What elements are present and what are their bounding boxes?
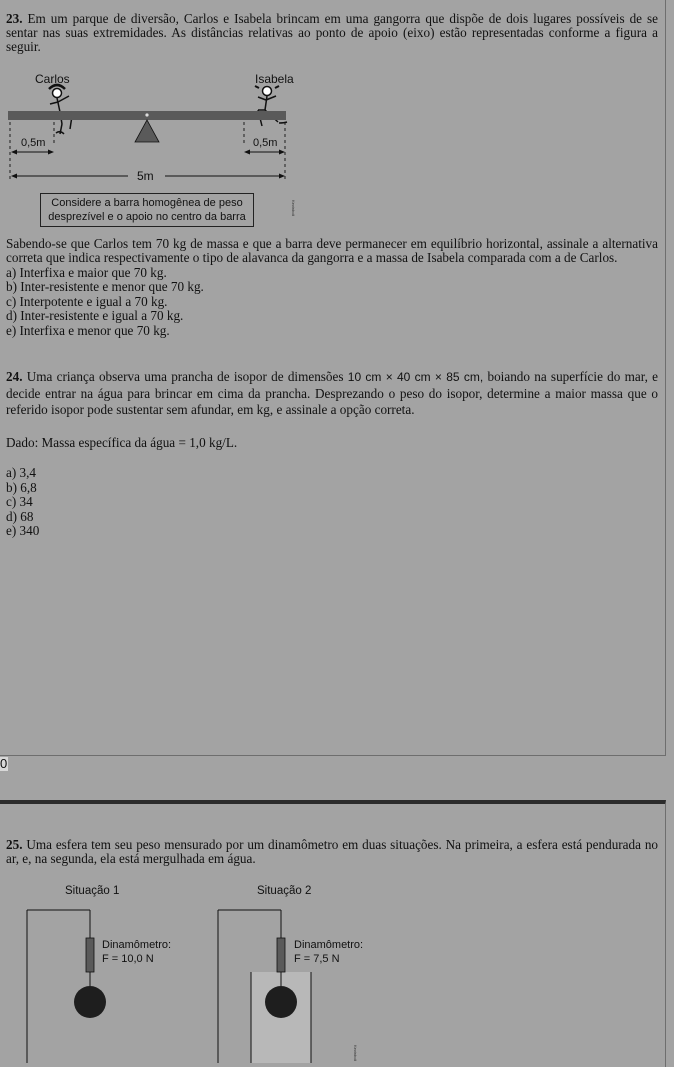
situacao1-label: Dinamômetro: bbox=[102, 939, 172, 951]
q23-option-b: b) Inter-resistente e menor que 70 kg. bbox=[6, 279, 204, 294]
q24-option-d: d) 68 bbox=[6, 509, 34, 524]
situacao1-force: F = 10,0 N bbox=[102, 953, 154, 965]
q23-option-c: c) Interpotente e igual a 70 kg. bbox=[6, 294, 168, 309]
sphere-2 bbox=[265, 986, 297, 1018]
side-label-2: Kevinboli bbox=[353, 1045, 358, 1062]
note-box: Considere a barra homogênea de peso desprezível e o apoio no centro da barra bbox=[40, 193, 254, 227]
dynamometer-2 bbox=[277, 938, 285, 972]
q24-statement: 24. Uma criança observa uma prancha de isopor de dimensões 10 cm × 40 cm × 85 cm, boiando na superfície do mar, e decide entrar na água para brincar em cima da prancha. Desprezando o peso do isopor, determine a maior massa que o referido isopor pode sustentar sem afundar, em kg, e assinale a opção correta. bbox=[6, 369, 659, 417]
q24-number: 24. bbox=[6, 369, 23, 384]
sphere-1 bbox=[74, 986, 106, 1018]
q25-statement: 25. Uma esfera tem seu peso mensurado por um dinamômetro em duas situações. Na primeira, a esfera está pendurada no ar, e, na segunda, ela está mergulhada em água. bbox=[6, 837, 659, 867]
q24-option-b: b) 6,8 bbox=[6, 480, 37, 495]
situacao1-title: Situação 1 bbox=[65, 885, 120, 897]
page-number: 0 bbox=[0, 756, 8, 771]
label-carlos: Carlos bbox=[35, 72, 70, 86]
dynamometer-figure bbox=[0, 878, 380, 1063]
q23-option-d: d) Inter-resistente e igual a 70 kg. bbox=[6, 308, 184, 323]
carlos-figure bbox=[49, 85, 72, 134]
q23-statement: 23. Em um parque de diversão, Carlos e Isabela brincam em uma gangorra que dispõe de dois lugares possíveis de se sentar nas suas extremidades. As distâncias relativas ao ponto de apoio (eixo) estão representadas conforme a figura a seguir. bbox=[6, 11, 659, 55]
side-label-1: Kevinboli bbox=[291, 200, 296, 217]
q24-option-e: e) 340 bbox=[6, 523, 40, 538]
q25-number: 25. bbox=[6, 837, 23, 852]
q24-option-a: a) 3,4 bbox=[6, 465, 37, 480]
q23-option-e: e) Interfixa e menor que 70 kg. bbox=[6, 323, 170, 338]
label-isabela: Isabela bbox=[255, 72, 294, 86]
dist-left: 0,5m bbox=[21, 137, 46, 149]
dynamometer-1 bbox=[86, 938, 94, 972]
q24-option-c: c) 34 bbox=[6, 494, 33, 509]
q23-number: 23. bbox=[6, 11, 23, 26]
q23-option-a: a) Interfixa e maior que 70 kg. bbox=[6, 265, 167, 280]
q23-question: Sabendo-se que Carlos tem 70 kg de massa e que a barra deve permanecer em equilíbrio horizontal, assinale a alternativa correta que indica respectivamente o tipo de alavanca da gangorra e a massa de Isabela comparada com a de Carlos. bbox=[6, 236, 658, 266]
fulcrum bbox=[135, 120, 159, 142]
seesaw-figure bbox=[0, 66, 320, 191]
situacao2-label: Dinamômetro: bbox=[294, 939, 364, 951]
situacao2-title: Situação 2 bbox=[257, 885, 312, 897]
q24-dado: Dado: Massa específica da água = 1,0 kg/L. bbox=[6, 435, 238, 450]
dist-right: 0,5m bbox=[253, 137, 278, 149]
length-label: 5m bbox=[137, 169, 154, 183]
q24-dimensions: 10 cm × 40 cm × 85 cm, bbox=[347, 370, 484, 384]
situacao2-force: F = 7,5 N bbox=[294, 953, 340, 965]
